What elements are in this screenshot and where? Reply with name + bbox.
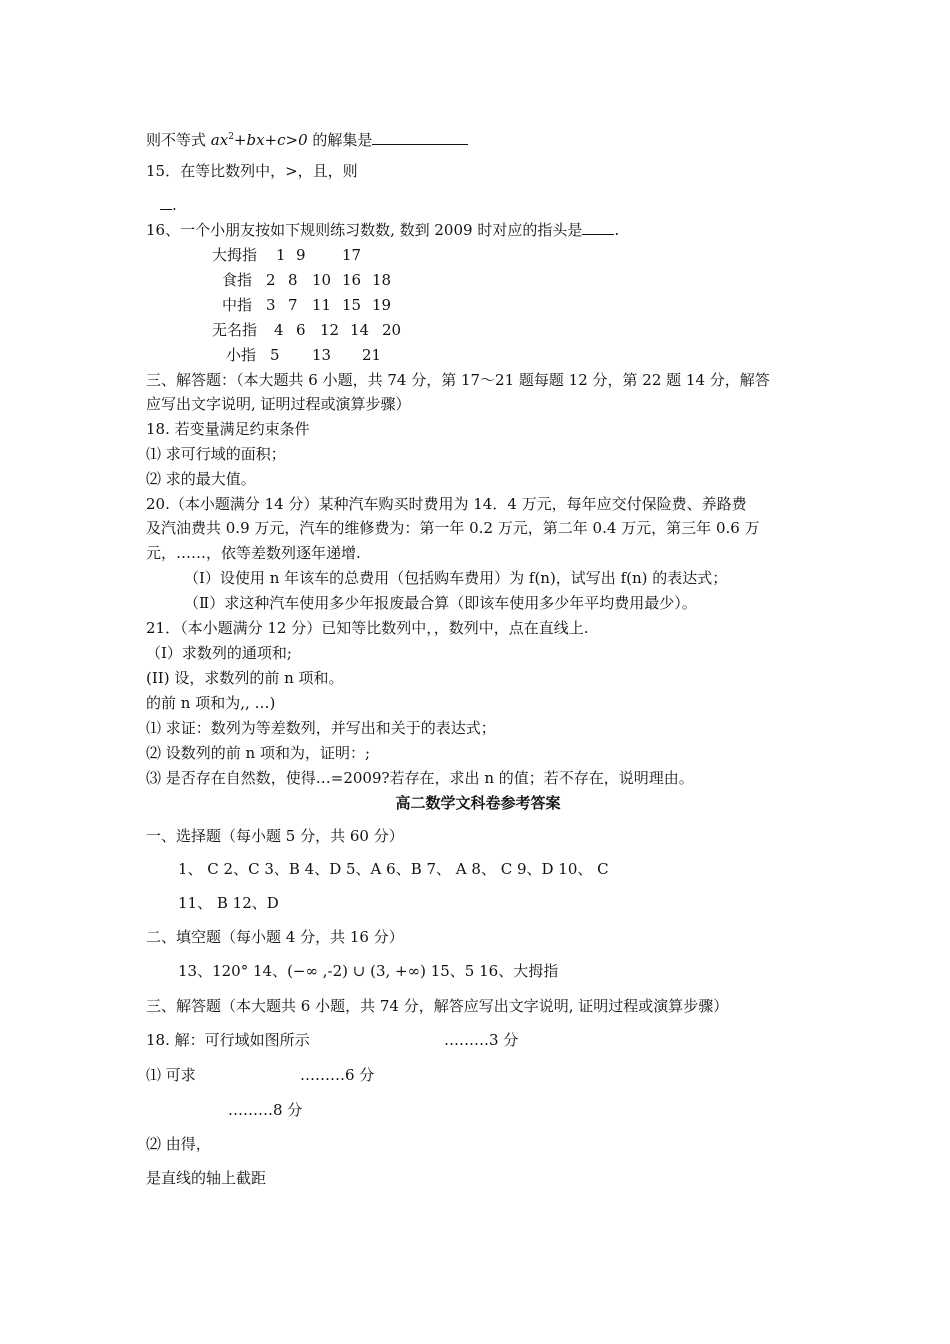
answer-18-part-2-cont: 是直线的轴上截距 xyxy=(146,1169,267,1187)
finger-num: 8 xyxy=(288,271,298,289)
finger-name: 大拇指 xyxy=(212,246,258,264)
answer-18-part-2: ⑵ 由得， xyxy=(146,1135,211,1153)
section-3-heading: 三、解答题：（本大题共 6 小题，共 74 分，第 17～21 题每题 12 分，第 22 题 14 分，解答 xyxy=(146,371,770,389)
finger-num: 1 xyxy=(276,246,286,264)
answer-18-part-1: ⑴ 可求 xyxy=(146,1066,196,1084)
text: 的解集是 xyxy=(307,131,373,149)
question-18: 18. 若变量满足约束条件 xyxy=(146,420,310,438)
question-22-part-3: ⑶ 是否存在自然数，使得…=2009?若存在，求出 n 的值；若不存在，说明理由。 xyxy=(146,769,694,787)
finger-num: 5 xyxy=(270,346,280,364)
finger-num: 3 xyxy=(266,296,276,314)
answer-section-1: 一、选择题（每小题 5 分，共 60 分） xyxy=(146,827,404,845)
question-16 xyxy=(146,219,810,241)
finger-num: 18 xyxy=(372,271,392,289)
score-mark: ………6 分 xyxy=(300,1066,375,1084)
answer-section-2: 二、填空题（每小题 4 分，共 16 分） xyxy=(146,928,404,946)
finger-name: 小指 xyxy=(226,346,257,364)
finger-num: 4 xyxy=(274,321,284,339)
finger-num: 14 xyxy=(350,321,370,339)
question-18-part-2: ⑵ 求的最大值。 xyxy=(146,470,256,488)
answer-blank xyxy=(582,220,614,235)
finger-num: 17 xyxy=(342,246,362,264)
finger-num: 11 xyxy=(312,296,332,314)
line-inequality xyxy=(146,126,810,151)
question-22-part-1: ⑴ 求证：数列为等差数列，并写出和关于的表达式； xyxy=(146,719,496,737)
question-20: 20.（本小题满分 14 分）某种汽车购买时费用为 14．4 万元，每年应交付保险费、养路费 xyxy=(146,495,747,513)
question-15-cont xyxy=(160,194,810,216)
question-20-part-1: （Ⅰ）设使用 n 年该车的总费用（包括购车费用）为 f(n)，试写出 f(n) 的表达式； xyxy=(184,569,728,587)
math-sup: 2 xyxy=(228,132,234,142)
score-mark: ………8 分 xyxy=(228,1101,303,1119)
question-21-part-1: （I）求数列的通项和; xyxy=(146,644,292,662)
finger-num: 9 xyxy=(296,246,306,264)
question-22-part-2: ⑵ 设数列的前 n 项和为，证明：; xyxy=(146,744,371,762)
question-20-part-2: （Ⅱ）求这种汽车使用多少年报废最合算（即该车使用多少年平均费用最少）。 xyxy=(184,594,697,612)
answer-blank xyxy=(372,130,468,145)
answer-key-title: 高二数学文科卷参考答案 xyxy=(395,794,561,812)
answer-18: 18. 解：可行域如图所示 xyxy=(146,1031,310,1049)
question-18-part-1: ⑴ 求可行域的面积； xyxy=(146,445,286,463)
question-15: 15．在等比数列中，>，且，则 xyxy=(146,162,358,180)
finger-name: 食指 xyxy=(222,271,253,289)
score-mark: ………3 分 xyxy=(444,1031,519,1049)
answer-choices-row-2: 11、 B 12、D xyxy=(178,894,279,912)
finger-name: 中指 xyxy=(222,296,253,314)
answer-blank xyxy=(160,195,172,210)
text: . xyxy=(172,196,177,214)
text: . xyxy=(614,221,620,239)
answer-fill-row: 13、120° 14、(−∞ ,-2) ∪ (3, +∞) 15、5 16、大拇指 xyxy=(178,962,559,980)
answer-section-3: 三、解答题（本大题共 6 小题，共 74 分，解答应写出文字说明, 证明过程或演算步骤） xyxy=(146,997,729,1015)
finger-num: 7 xyxy=(288,296,298,314)
finger-num: 20 xyxy=(382,321,402,339)
finger-num: 21 xyxy=(362,346,382,364)
question-22: 的前 n 项和为,, …) xyxy=(146,694,276,712)
finger-name: 无名指 xyxy=(212,321,258,339)
answer-choices-row-1: 1、 C 2、C 3、B 4、D 5、A 6、B 7、 A 8、 C 9、D 10、 C xyxy=(178,860,609,878)
finger-num: 6 xyxy=(296,321,306,339)
finger-num: 10 xyxy=(312,271,332,289)
question-21: 21．（本小题满分 12 分）已知等比数列中，，数列中，点在直线上. xyxy=(146,619,589,637)
question-20-cont: 元，……，依等差数列逐年递增. xyxy=(146,544,361,562)
text: 16、一个小朋友按如下规则练习数数, 数到 2009 时对应的指头是 xyxy=(146,221,583,239)
question-21-part-2: (II) 设，求数列的前 n 项和。 xyxy=(146,669,344,687)
finger-num: 15 xyxy=(342,296,362,314)
finger-num: 2 xyxy=(266,271,276,289)
math-expr: +bx+c>0 xyxy=(233,131,308,149)
text: 则不等式 xyxy=(146,131,211,149)
finger-num: 12 xyxy=(320,321,340,339)
question-20-cont: 及汽油费共 0.9 万元，汽车的维修费为：第一年 0.2 万元，第二年 0.4 万元，第三年 0.6 万 xyxy=(146,519,760,537)
section-3-heading-cont: 应写出文字说明, 证明过程或演算步骤） xyxy=(146,395,411,413)
finger-num: 13 xyxy=(312,346,332,364)
finger-num: 19 xyxy=(372,296,392,314)
math-expr: ax xyxy=(210,131,229,149)
finger-num: 16 xyxy=(342,271,362,289)
